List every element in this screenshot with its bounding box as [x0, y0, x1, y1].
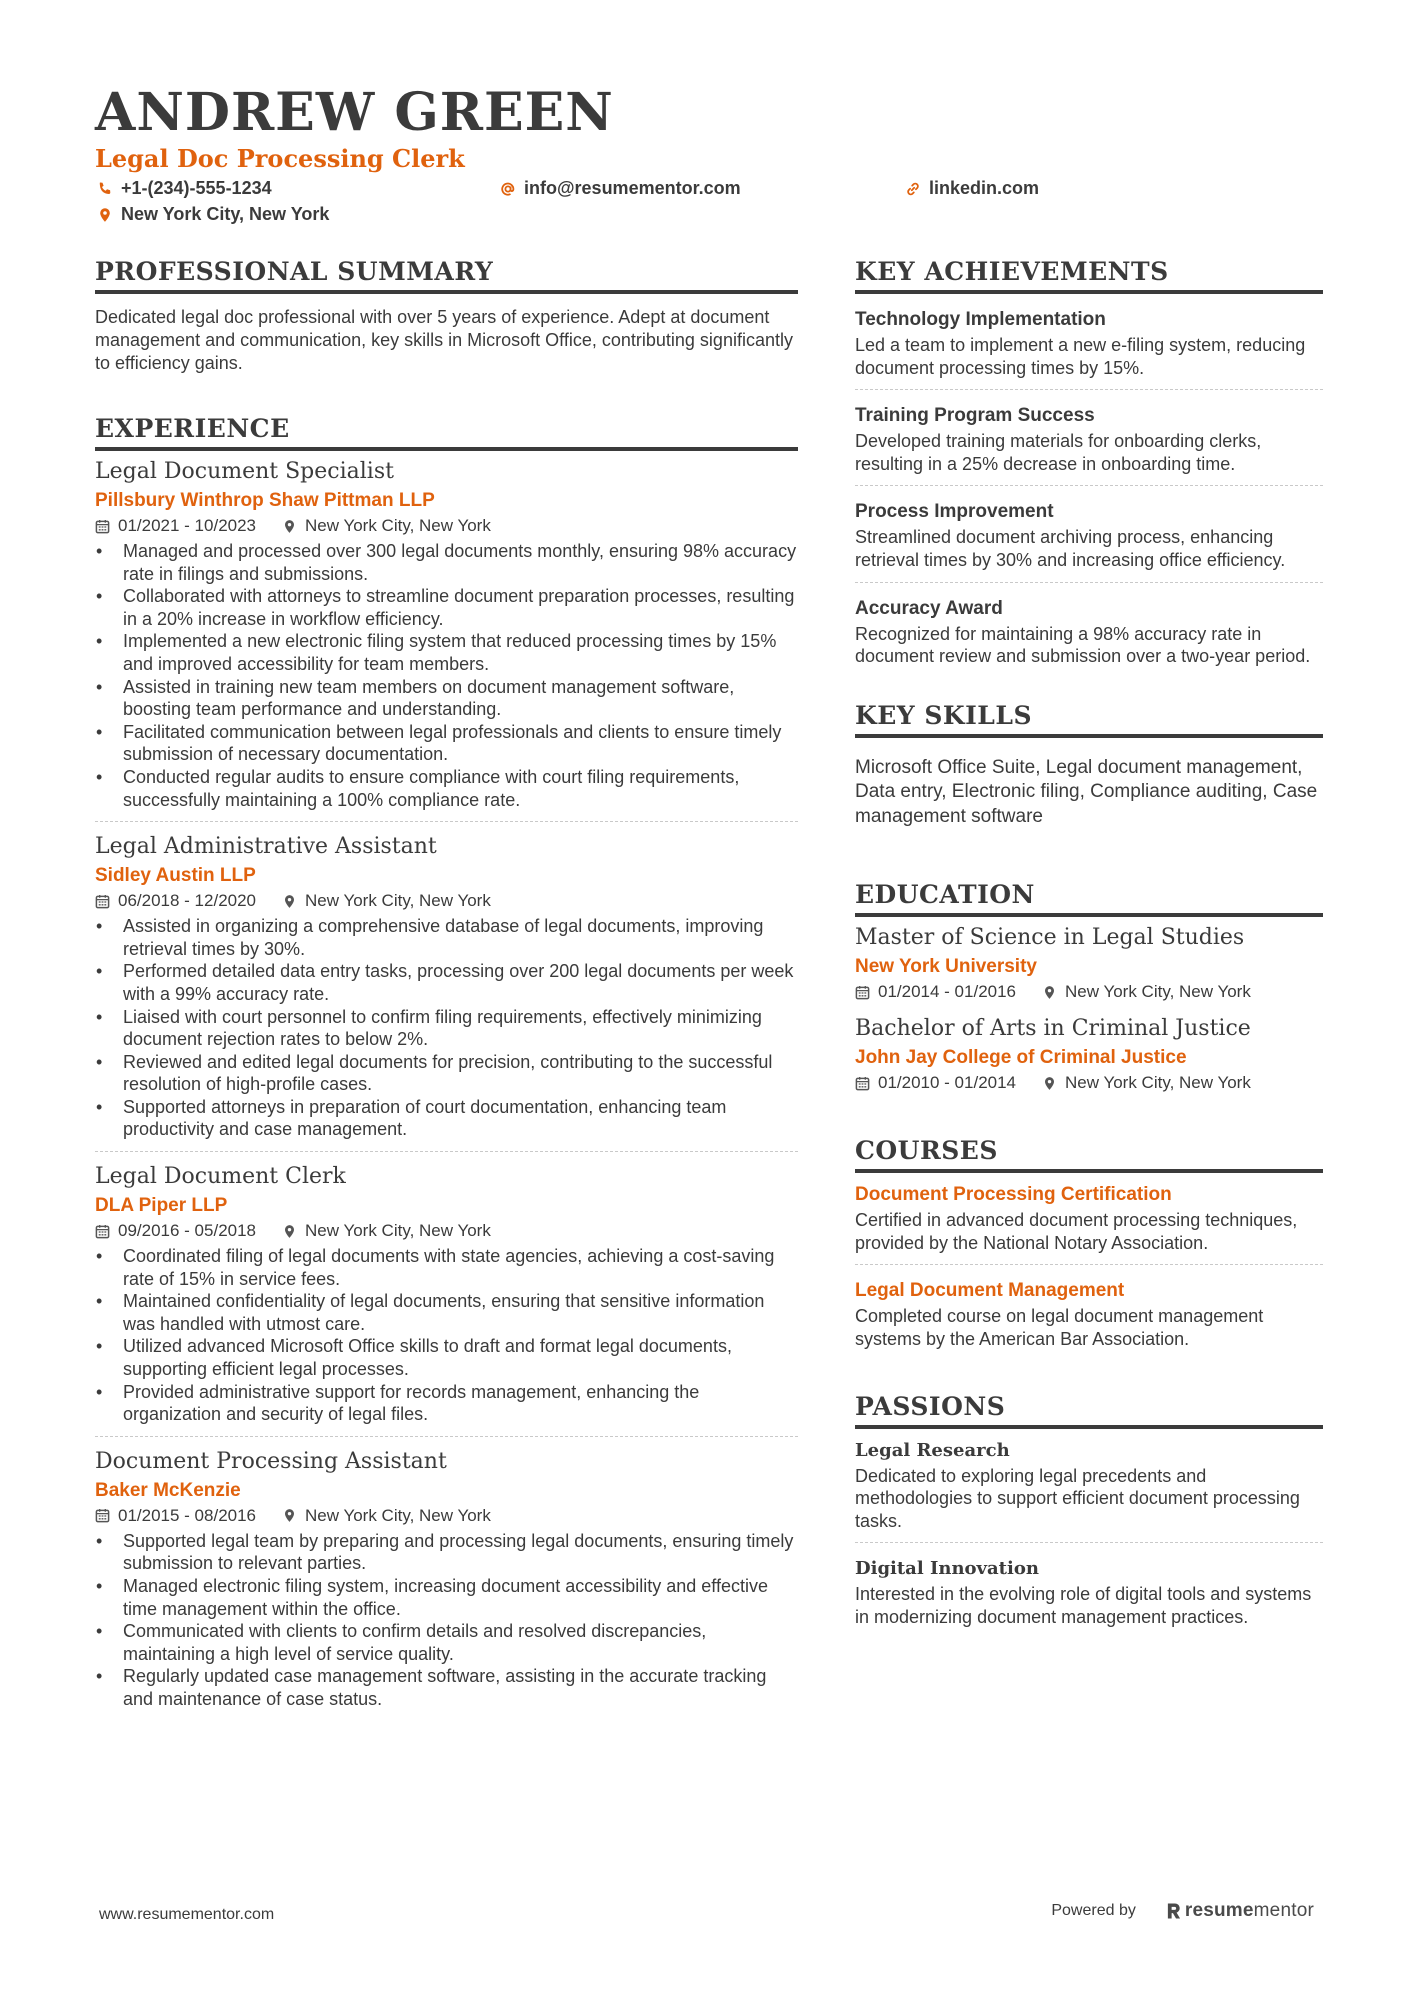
job-entry — [95, 1162, 798, 1437]
achievement-title: Technology Implementation — [855, 309, 1106, 330]
job-meta — [95, 1504, 798, 1528]
bullet-item: • Supported attorneys in preparation of court documentation, enhancing team productivity and case management. — [95, 1096, 798, 1141]
summary-heading: PROFESSIONAL SUMMARY — [95, 256, 798, 294]
map-pin-icon — [1042, 985, 1057, 1000]
email-contact[interactable] — [500, 178, 741, 199]
job-meta — [95, 1219, 798, 1243]
contact-info — [95, 176, 1325, 232]
footer-brand — [1051, 1900, 1314, 1922]
calendar-icon — [95, 519, 110, 534]
footer-website[interactable]: www.resumementor.com — [99, 1906, 275, 1923]
experience-heading: EXPERIENCE — [95, 413, 798, 451]
bullet-item: • Performed detailed data entry tasks, processing over 200 legal documents per week with a 99% accuracy rate. — [95, 960, 798, 1005]
left-column — [95, 256, 798, 1731]
calendar-icon — [95, 1508, 110, 1523]
achievement-item — [855, 595, 1323, 678]
skills-section — [855, 700, 1323, 830]
link-icon — [905, 181, 921, 197]
job-location: New York City, New York — [305, 1221, 491, 1241]
phone-icon — [97, 181, 113, 197]
brand-mark-icon — [1166, 1902, 1181, 1920]
passion-desc: Dedicated to exploring legal precedents and methodologies to support efficient document processing tasks. — [855, 1465, 1300, 1531]
bullet-item: • Assisted in training new team members on document management software, boosting team performance and understanding. — [95, 676, 798, 721]
bullet-item: • Managed and processed over 300 legal documents monthly, ensuring 98% accuracy rate in filings and submissions. — [95, 540, 798, 585]
job-dates: 01/2015 - 08/2016 — [118, 1505, 257, 1525]
phone-text: +1-(234)-555-1234 — [121, 178, 272, 198]
achievements-heading: KEY ACHIEVEMENTS — [855, 256, 1323, 294]
map-pin-icon — [282, 1508, 297, 1523]
job-bullets — [95, 915, 798, 1141]
education-dates: 01/2010 - 01/2014 — [878, 1073, 1017, 1093]
bullet-item: • Coordinated filing of legal documents with state agencies, achieving a cost-saving rate of 15% in service fees. — [95, 1245, 798, 1290]
bullet-item: • Implemented a new electronic filing system that reduced processing times by 15% and improved accessibility for team members. — [95, 630, 798, 675]
calendar-icon — [855, 1076, 870, 1091]
achievement-item — [855, 402, 1323, 486]
course-item — [855, 1181, 1323, 1265]
job-dates: 01/2021 - 10/2023 — [118, 516, 257, 535]
passion-item — [855, 1437, 1323, 1544]
bullet-item: • Supported legal team by preparing and processing legal documents, ensuring timely submission to relevant parties. — [95, 1530, 798, 1575]
job-title: Legal Document Clerk — [95, 1164, 346, 1190]
bullet-item: • Facilitated communication between legal professionals and clients to ensure timely submission of necessary documentation. — [95, 721, 798, 766]
skills-text: Microsoft Office Suite, Legal document management, Data entry, Electronic filing, Compliance auditing, Case management software — [855, 756, 1318, 827]
job-title: Legal Administrative Assistant — [95, 834, 437, 860]
bullet-item: • Utilized advanced Microsoft Office skills to draft and format legal documents, supporting efficient legal processes. — [95, 1335, 798, 1380]
bullet-item: • Assisted in organizing a comprehensive database of legal documents, improving retrieval times by 30%. — [95, 915, 798, 960]
education-item — [855, 923, 1323, 1004]
courses-section — [855, 1135, 1323, 1360]
brand-bold: resume — [1184, 1900, 1254, 1921]
achievement-desc: Developed training materials for onboarding clerks, resulting in a 25% decrease in onboarding time. — [855, 431, 1262, 474]
education-section — [855, 879, 1323, 1095]
job-dates: 09/2016 - 05/2018 — [118, 1221, 257, 1241]
bullet-item: • Regularly updated case management software, assisting in the accurate tracking and maintenance of case status. — [95, 1665, 798, 1710]
course-title: Legal Document Management — [855, 1280, 1125, 1302]
calendar-icon — [855, 985, 870, 1000]
location-contact — [97, 204, 329, 225]
job-bullets — [95, 1530, 798, 1711]
achievement-desc: Streamlined document archiving process, enhancing retrieval times by 30% and increasing office efficiency. — [855, 527, 1286, 570]
map-pin-icon — [282, 519, 297, 534]
summary-section — [95, 256, 798, 375]
job-meta — [95, 889, 798, 913]
calendar-icon — [95, 1224, 110, 1239]
achievement-item — [855, 306, 1323, 390]
company-name: Pillsbury Winthrop Shaw Pittman LLP — [95, 490, 435, 511]
education-location: New York City, New York — [1065, 982, 1251, 1002]
job-dates: 06/2018 - 12/2020 — [118, 891, 257, 911]
job-location: New York City, New York — [305, 891, 491, 911]
achievements-section — [855, 256, 1323, 678]
powered-by-text: Powered by — [1051, 1902, 1136, 1919]
summary-text: Dedicated legal doc professional with over 5 years of experience. Adept at document management and communication, key skills in Microsoft Office, contributing significantly to efficiency gains. — [95, 307, 793, 373]
education-location: New York City, New York — [1065, 1073, 1251, 1093]
degree-name: Master of Science in Legal Studies — [855, 925, 1245, 951]
linkedin-text: linkedin.com — [929, 178, 1040, 198]
education-meta — [855, 980, 1323, 1004]
job-title: Document Processing Assistant — [95, 1448, 447, 1474]
bullet-item: • Collaborated with attorneys to streamline document preparation processes, resulting in a 20% increase in workflow efficiency. — [95, 585, 798, 630]
phone-contact — [97, 178, 272, 199]
map-pin-icon — [282, 894, 297, 909]
bullet-item: • Communicated with clients to confirm details and resolved discrepancies, maintaining a high level of service quality. — [95, 1620, 798, 1665]
candidate-name: ANDREW GREEN — [95, 82, 614, 143]
course-desc: Completed course on legal document management systems by the American Bar Association. — [855, 1306, 1264, 1350]
resume-header — [95, 82, 1325, 232]
map-pin-icon — [282, 1224, 297, 1239]
passions-heading: PASSIONS — [855, 1391, 1323, 1429]
education-dates: 01/2014 - 01/2016 — [878, 982, 1017, 1002]
job-location: New York City, New York — [305, 1505, 491, 1525]
skills-heading: KEY SKILLS — [855, 700, 1323, 738]
job-entry — [95, 457, 798, 822]
linkedin-contact[interactable] — [905, 178, 1039, 199]
job-entry — [95, 832, 798, 1152]
achievement-desc: Led a team to implement a new e-filing system, reducing document processing times by 15%. — [855, 335, 1306, 378]
education-item — [855, 1014, 1323, 1095]
passion-title: Legal Research — [855, 1439, 1010, 1461]
passion-desc: Interested in the evolving role of digital tools and systems in modernizing document management practices. — [855, 1584, 1312, 1627]
achievement-title: Training Program Success — [855, 405, 1095, 427]
company-name: Sidley Austin LLP — [95, 865, 256, 887]
job-bullets — [95, 540, 798, 811]
calendar-icon — [95, 894, 110, 909]
school-name: New York University — [855, 956, 1037, 978]
job-title: Legal Document Specialist — [95, 459, 394, 484]
map-pin-icon — [97, 207, 113, 223]
map-pin-icon — [1042, 1076, 1057, 1091]
course-title: Document Processing Certification — [855, 1184, 1172, 1206]
email-text: info@resumementor.com — [524, 178, 741, 198]
job-bullets — [95, 1245, 798, 1426]
education-heading: EDUCATION — [855, 879, 1323, 917]
job-location: New York City, New York — [305, 516, 491, 535]
degree-name: Bachelor of Arts in Criminal Justice — [855, 1016, 1251, 1042]
bullet-item: • Provided administrative support for records management, enhancing the organization and security of legal files. — [95, 1381, 798, 1426]
at-icon — [500, 181, 516, 197]
resumementor-logo[interactable] — [1166, 1900, 1314, 1922]
achievement-desc: Recognized for maintaining a 98% accuracy rate in document review and submission over a two-year period. — [855, 623, 1311, 667]
bullet-item: • Managed electronic filing system, increasing document accessibility and effective time management within the office. — [95, 1575, 798, 1620]
passion-item — [855, 1555, 1323, 1638]
bullet-item: • Reviewed and edited legal documents for precision, contributing to the successful resolution of high-profile cases. — [95, 1051, 798, 1096]
education-meta — [855, 1071, 1323, 1095]
experience-section — [95, 413, 798, 1721]
job-entry — [95, 1447, 798, 1721]
location-text: New York City, New York — [121, 204, 330, 224]
passions-section — [855, 1391, 1323, 1639]
brand-light: mentor — [1253, 1900, 1314, 1921]
achievement-title: Accuracy Award — [855, 597, 1003, 619]
school-name: John Jay College of Criminal Justice — [855, 1047, 1187, 1069]
bullet-item: • Maintained confidentiality of legal documents, ensuring that sensitive information was handled with utmost care. — [95, 1290, 798, 1335]
company-name: Baker McKenzie — [95, 1479, 241, 1501]
bullet-item: • Conducted regular audits to ensure compliance with court filing requirements, successfully maintaining a 100% compliance rate. — [95, 766, 798, 811]
company-name: DLA Piper LLP — [95, 1195, 228, 1217]
courses-heading: COURSES — [855, 1135, 1323, 1173]
job-meta — [95, 514, 798, 538]
right-column — [855, 256, 1323, 1651]
bullet-item: • Liaised with court personnel to confirm filing requirements, effectively minimizing document rejection rates to below 2%. — [95, 1006, 798, 1051]
course-item — [855, 1277, 1323, 1360]
achievement-title: Process Improvement — [855, 501, 1054, 523]
candidate-role: Legal Doc Processing Clerk — [95, 144, 465, 173]
course-desc: Certified in advanced document processing techniques, provided by the National Notary Association. — [855, 1210, 1298, 1253]
achievement-item — [855, 498, 1323, 582]
passion-title: Digital Innovation — [855, 1558, 1039, 1580]
